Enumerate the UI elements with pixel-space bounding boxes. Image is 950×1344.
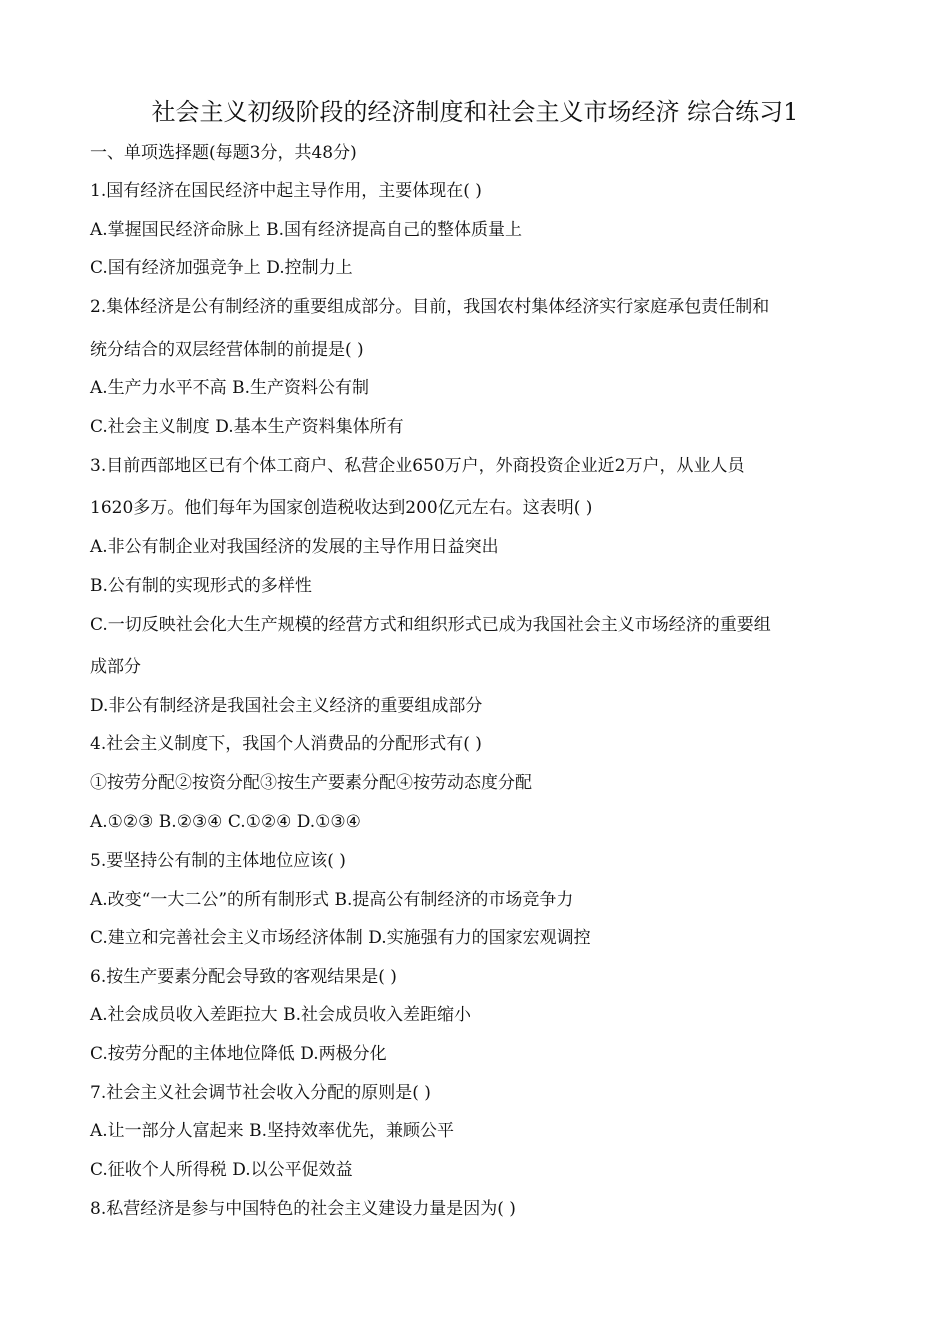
question-7-options-cd: C.征收个人所得税 D.以公平促效益 — [90, 1160, 353, 1180]
question-6-options-cd: C.按劳分配的主体地位降低 D.两极分化 — [90, 1044, 387, 1064]
question-4-stem: 4.社会主义制度下，我国个人消费品的分配形式有( ) — [90, 734, 482, 754]
question-4-options: A.①②③ B.②③④ C.①②④ D.①③④ — [90, 812, 361, 832]
section-heading: 一、单项选择题(每题3分，共48分) — [90, 143, 357, 163]
question-2-options-cd: C.社会主义制度 D.基本生产资料集体所有 — [90, 417, 404, 437]
question-3-option-a: A.非公有制企业对我国经济的发展的主导作用日益突出 — [90, 537, 499, 557]
question-1-stem: 1.国有经济在国民经济中起主导作用，主要体现在( ) — [90, 181, 482, 201]
question-5-stem: 5.要坚持公有制的主体地位应该( ) — [90, 851, 346, 871]
question-2-stem: 2.集体经济是公有制经济的重要组成部分。目前，我国农村集体经济实行家庭承包责任制和 — [90, 297, 770, 317]
question-2-stem-cont: 统分结合的双层经营体制的前提是( ) — [90, 340, 364, 360]
question-3-option-d: D.非公有制经济是我国社会主义经济的重要组成部分 — [90, 696, 483, 716]
question-2-options-ab: A.生产力水平不高 B.生产资料公有制 — [90, 378, 369, 398]
question-6-options-ab: A.社会成员收入差距拉大 B.社会成员收入差距缩小 — [90, 1005, 471, 1025]
question-1-options-ab: A.掌握国民经济命脉上 B.国有经济提高自己的整体质量上 — [90, 220, 522, 240]
question-7-stem: 7.社会主义社会调节社会收入分配的原则是( ) — [90, 1083, 431, 1103]
question-3-option-b: B.公有制的实现形式的多样性 — [90, 576, 312, 596]
question-5-options-cd: C.建立和完善社会主义市场经济体制 D.实施强有力的国家宏观调控 — [90, 928, 591, 948]
question-3-option-c: C.一切反映社会化大生产规模的经营方式和组织形式已成为我国社会主义市场经济的重要组 — [90, 615, 771, 635]
question-1-options-cd: C.国有经济加强竞争上 D.控制力上 — [90, 258, 353, 278]
question-3-option-c-cont: 成部分 — [90, 657, 141, 677]
document-title: 社会主义初级阶段的经济制度和社会主义市场经济 综合练习1 — [151, 98, 799, 126]
question-3-stem-cont: 1620多万。他们每年为国家创造税收达到200亿元左右。这表明( ) — [90, 498, 593, 518]
question-8-stem: 8.私营经济是参与中国特色的社会主义建设力量是因为( ) — [90, 1199, 516, 1219]
question-3-stem: 3.目前西部地区已有个体工商户、私营企业650万户，外商投资企业近2万户，从业人员 — [90, 456, 745, 476]
question-5-options-ab: A.改变“一大二公”的所有制形式 B.提高公有制经济的市场竞争力 — [90, 890, 574, 910]
question-6-stem: 6.按生产要素分配会导致的客观结果是( ) — [90, 967, 397, 987]
question-7-options-ab: A.让一部分人富起来 B.坚持效率优先，兼顾公平 — [90, 1121, 454, 1141]
question-4-items: ①按劳分配②按资分配③按生产要素分配④按劳动态度分配 — [90, 773, 532, 793]
